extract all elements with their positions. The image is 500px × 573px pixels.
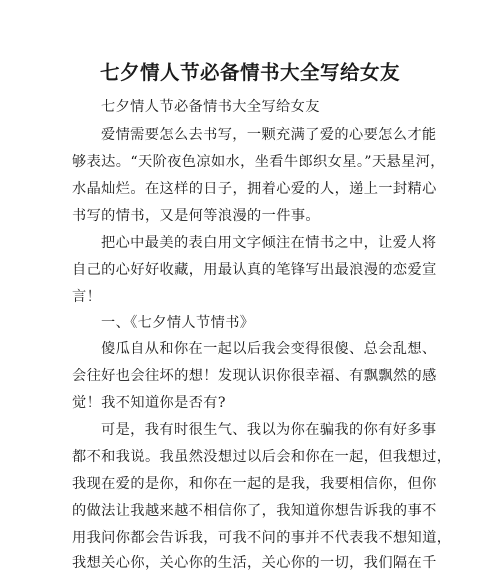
- body-line: 都不和我说。我虽然没想过以后会和你在一起，但我想过，: [72, 449, 452, 465]
- body-line: 傻瓜自从和你在一起以后我会变得很傻、总会乱想、: [101, 341, 437, 357]
- body-line: 用我问你都会告诉我，可我不问的事并不代表我不想知道，: [72, 530, 452, 546]
- body-line: 我想关心你，关心你的生活，关心你的一切，我们隔在千: [72, 555, 437, 571]
- body-line-subtitle: 七夕情人节必备情书大全写给女友: [101, 99, 320, 115]
- document-title: 七夕情人节必备情书大全写给女友: [99, 61, 400, 84]
- body-line: 自己的心好好收藏，用最认真的笔锋写出最浪漫的恋爱宣: [72, 262, 437, 278]
- body-line: 够表达。“天阶夜色凉如水，坐看牛郎织女星。”天悬星河，: [72, 154, 445, 170]
- body-line: 觉！我不知道你是否有?: [72, 395, 226, 411]
- body-line: 可是，我有时很生气、我以为你在骗我的你有好多事: [101, 422, 437, 438]
- body-line: 爱情需要怎么去书写，一颗充满了爱的心要怎么才能: [101, 127, 437, 143]
- body-line: 我现在爱的是你，和你在一起的是我，我要相信你，但你: [72, 476, 437, 492]
- body-line: 书写的情书，又是何等浪漫的一件事。: [72, 208, 320, 224]
- body-line: 会往好也会往坏的想！发现认识你很幸福、有飘飘然的感: [72, 368, 437, 384]
- section-heading: 一、《七夕情人节情书》: [101, 315, 255, 331]
- body-line: 水晶灿烂。在这样的日子，拥着心爱的人，递上一封精心: [72, 181, 437, 197]
- body-line: 把心中最美的表白用文字倾注在情书之中，让爱人将: [101, 235, 437, 251]
- body-line: 言！: [72, 289, 102, 305]
- body-line: 的做法让我越来越不相信你了，我知道你想告诉我的事不: [72, 503, 437, 519]
